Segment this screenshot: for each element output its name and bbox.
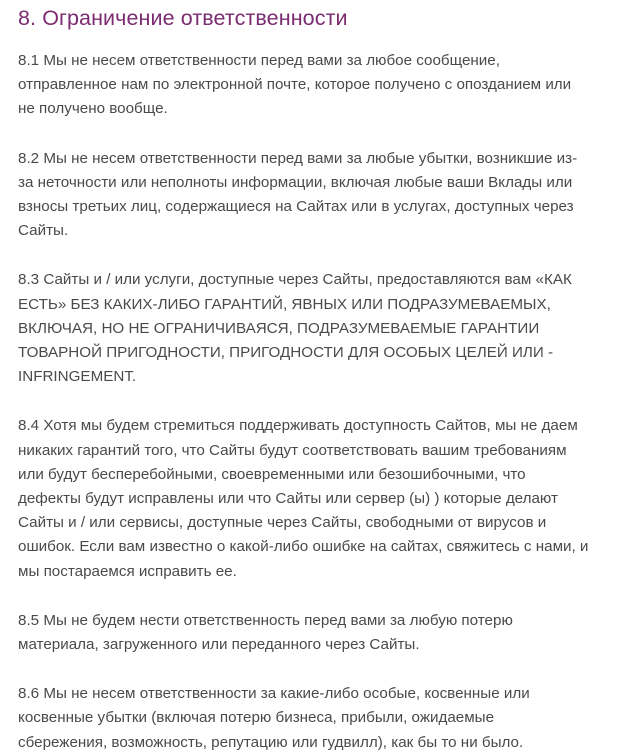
paragraph-8-4 <box>18 414 630 583</box>
paragraph-line: INFRINGEMENT. <box>18 368 137 386</box>
paragraph-8-6 <box>18 682 630 755</box>
paragraph-line: 8.4 Хотя мы будем стремиться поддерживать доступность Сайтов, мы не даем <box>18 417 578 435</box>
paragraph-line: ЕСТЬ» БЕЗ КАКИХ-ЛИБО ГАРАНТИЙ, ЯВНЫХ ИЛИ ПОДРАЗУМЕВАЕМЫХ, <box>18 295 551 313</box>
paragraph-line: материала, загруженного или переданного через Сайты. <box>18 636 420 654</box>
paragraph-line: не получено вообще. <box>18 100 168 118</box>
paragraph-8-5 <box>18 609 630 657</box>
document-section <box>18 0 630 755</box>
paragraph-line: отправленное нам по электронной почте, которое получено с опозданием или <box>18 76 572 94</box>
paragraph-line: 8.2 Мы не несем ответственности перед вами за любые убытки, возникшие из- <box>18 149 578 167</box>
paragraph-line: или будут бесперебойными, своевременными или безошибочными, что <box>18 465 526 483</box>
paragraph-8-2 <box>18 147 630 244</box>
paragraph-8-3 <box>18 268 630 389</box>
paragraph-line: ТОВАРНОЙ ПРИГОДНОСТИ, ПРИГОДНОСТИ ДЛЯ ОСОБЫХ ЦЕЛЕЙ ИЛИ - <box>18 344 554 362</box>
paragraph-line: 8.3 Сайты и / или услуги, доступные через Сайты, предоставляются вам «КАК <box>18 271 572 289</box>
paragraph-line: ВКЛЮЧАЯ, НО НЕ ОГРАНИЧИВАЯСЯ, ПОДРАЗУМЕВАЕМЫЕ ГАРАНТИИ <box>18 319 540 337</box>
paragraph-line: взносы третьих лиц, содержащиеся на Сайтах или в услугах, доступных через <box>18 198 574 216</box>
paragraph-line: Сайты. <box>18 222 69 240</box>
section-title: 8. Ограничение ответственности <box>18 6 348 30</box>
paragraph-line: ошибок. Если вам известно о какой-либо ошибке на сайтах, свяжитесь с нами, и <box>18 538 589 556</box>
paragraph-8-1 <box>18 49 630 122</box>
paragraph-line: сбережения, возможность, репутацию или гудвилл), как бы то ни было. <box>18 733 524 751</box>
paragraph-line: никаких гарантий того, что Сайты будут соответствовать вашим требованиям <box>18 441 567 459</box>
paragraph-line: 8.1 Мы не несем ответственности перед вами за любое сообщение, <box>18 52 500 69</box>
paragraph-line: косвенные убытки (включая потерю бизнеса, прибыли, ожидаемые <box>18 709 495 727</box>
paragraph-line: 8.5 Мы не будем нести ответственность перед вами за любую потерю <box>18 611 513 629</box>
paragraph-line: 8.6 Мы не несем ответственности за какие-либо особые, косвенные или <box>18 685 530 703</box>
paragraph-line: за неточности или неполноты информации, включая любые ваши Вклады или <box>18 173 573 191</box>
paragraph-line: дефекты будут исправлены или что Сайты или сервер (ы) ) которые делают <box>18 490 558 508</box>
paragraph-line: мы постараемся исправить ее. <box>18 562 237 580</box>
paragraph-line: Сайты и / или сервисы, доступные через Сайты, свободными от вирусов и <box>18 514 547 532</box>
